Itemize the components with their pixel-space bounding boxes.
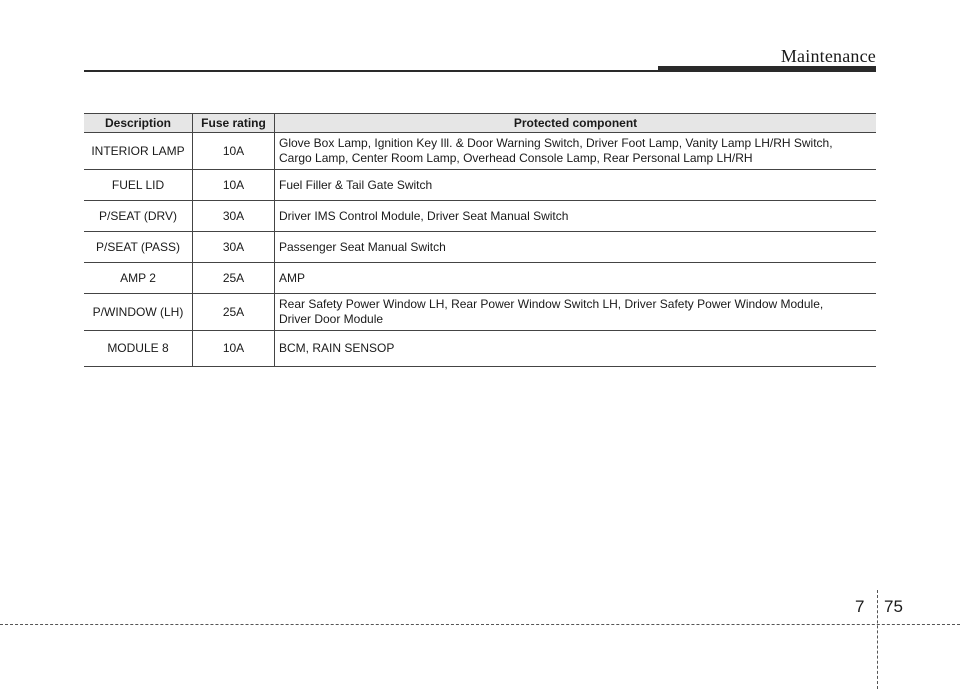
header-rule-thick bbox=[658, 66, 876, 72]
chapter-number: 7 bbox=[855, 597, 865, 616]
column-header-description: Description bbox=[84, 114, 193, 133]
cell-protected-component bbox=[275, 331, 877, 367]
cell-fuse-rating: 10A bbox=[193, 331, 275, 367]
page-number: 75 bbox=[884, 597, 903, 616]
cell-fuse-rating: 30A bbox=[193, 201, 275, 232]
cell-protected-component bbox=[275, 133, 877, 170]
column-header-protected-component: Protected component bbox=[275, 114, 877, 133]
footer-dashed-rule bbox=[0, 624, 960, 625]
cell-description: FUEL LID bbox=[84, 170, 193, 201]
cell-protected-component bbox=[275, 263, 877, 294]
cell-description: AMP 2 bbox=[84, 263, 193, 294]
cell-description: P/WINDOW (LH) bbox=[84, 294, 193, 331]
table-row bbox=[84, 232, 876, 263]
component-line: BCM, RAIN SENSOP bbox=[279, 341, 395, 355]
component-line: Driver Door Module bbox=[279, 312, 384, 326]
component-line: Cargo Lamp, Center Room Lamp, Overhead Console Lamp, Rear Personal Lamp LH/RH bbox=[279, 151, 753, 165]
table-row bbox=[84, 201, 876, 232]
table-row bbox=[84, 294, 876, 331]
cell-fuse-rating: 25A bbox=[193, 294, 275, 331]
cell-protected-component bbox=[275, 201, 877, 232]
table-row bbox=[84, 331, 876, 367]
table-row bbox=[84, 263, 876, 294]
component-line: Glove Box Lamp, Ignition Key Ill. & Door Warning Switch, Driver Foot Lamp, Vanity Lamp LH/RH Switch, bbox=[279, 136, 833, 150]
footer-dashed-divider bbox=[877, 590, 878, 689]
section-title: Maintenance bbox=[780, 46, 876, 66]
cell-description: INTERIOR LAMP bbox=[84, 133, 193, 170]
cell-fuse-rating: 30A bbox=[193, 232, 275, 263]
cell-fuse-rating: 25A bbox=[193, 263, 275, 294]
table-header-row bbox=[84, 114, 876, 133]
cell-description: P/SEAT (PASS) bbox=[84, 232, 193, 263]
cell-description: MODULE 8 bbox=[84, 331, 193, 367]
component-line: Rear Safety Power Window LH, Rear Power Window Switch LH, Driver Safety Power Window Module, bbox=[279, 297, 824, 311]
column-header-fuse-rating: Fuse rating bbox=[193, 114, 275, 133]
component-line: Driver IMS Control Module, Driver Seat Manual Switch bbox=[279, 208, 569, 223]
cell-protected-component bbox=[275, 170, 877, 201]
component-line: Fuel Filler & Tail Gate Switch bbox=[279, 177, 433, 192]
table-row bbox=[84, 170, 876, 201]
component-line: Passenger Seat Manual Switch bbox=[279, 239, 446, 254]
component-line: AMP bbox=[279, 270, 306, 285]
cell-fuse-rating: 10A bbox=[193, 170, 275, 201]
fuse-table bbox=[84, 113, 876, 367]
cell-protected-component bbox=[275, 232, 877, 263]
cell-protected-component bbox=[275, 294, 877, 331]
cell-description: P/SEAT (DRV) bbox=[84, 201, 193, 232]
cell-fuse-rating: 10A bbox=[193, 133, 275, 170]
header-rule-thin bbox=[84, 70, 664, 72]
table-row bbox=[84, 133, 876, 170]
